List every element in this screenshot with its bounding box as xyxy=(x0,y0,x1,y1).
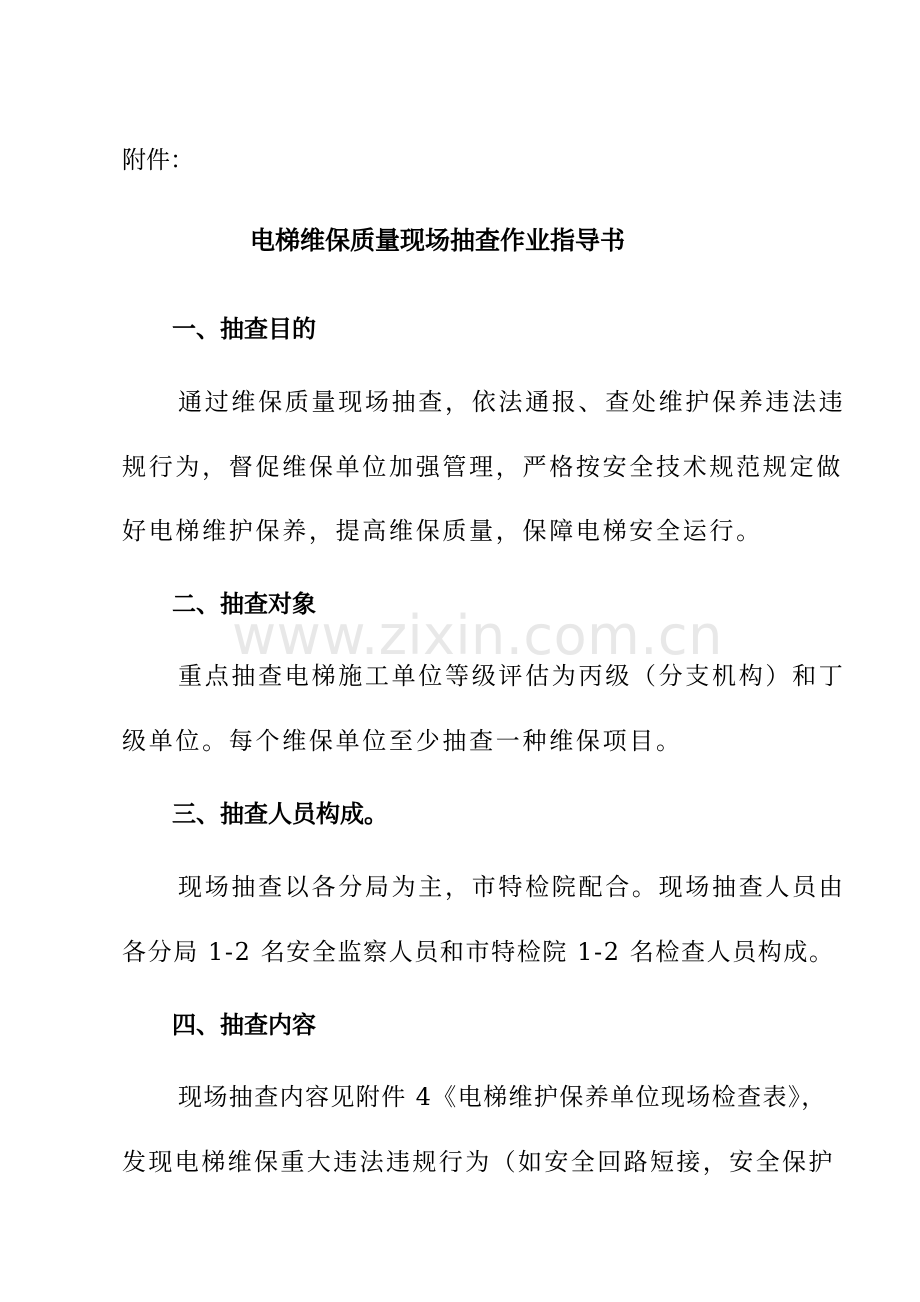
section-heading-4: 四、抽查内容 xyxy=(172,1011,316,1039)
section-3-line-2: 各分局 1-2 名安全监察人员和市特检院 1-2 名检查人员构成。 xyxy=(122,938,835,966)
section-2-line-2: 级单位。每个维保单位至少抽查一种维保项目。 xyxy=(122,727,683,755)
section-heading-2: 二、抽查对象 xyxy=(172,590,316,618)
section-1-line-1: 通过维保质量现场抽查，依法通报、查处维护保养违法违 xyxy=(178,388,846,416)
watermark: www.zixin.com.cn xyxy=(232,604,723,667)
section-2-line-1: 重点抽查电梯施工单位等级评估为丙级（分支机构）和丁 xyxy=(178,662,846,690)
section-3-line-1: 现场抽查以各分局为主，市特检院配合。现场抽查人员由 xyxy=(178,873,846,901)
section-heading-1: 一、抽查目的 xyxy=(172,315,316,343)
section-1-line-3: 好电梯维护保养，提高维保质量，保障电梯安全运行。 xyxy=(122,517,763,545)
section-1-line-2: 规行为，督促维保单位加强管理，严格按安全技术规范规定做 xyxy=(122,453,843,481)
section-4-line-1: 现场抽查内容见附件 4《电梯维护保养单位现场检查表》， xyxy=(178,1083,827,1111)
section-4-line-2: 发现电梯维保重大违法违规行为（如安全回路短接，安全保护 xyxy=(122,1148,835,1176)
attachment-label: 附件： xyxy=(122,146,194,174)
section-heading-3: 三、抽查人员构成。 xyxy=(172,800,388,828)
document-title: 电梯维保质量现场抽查作业指导书 xyxy=(250,226,626,255)
